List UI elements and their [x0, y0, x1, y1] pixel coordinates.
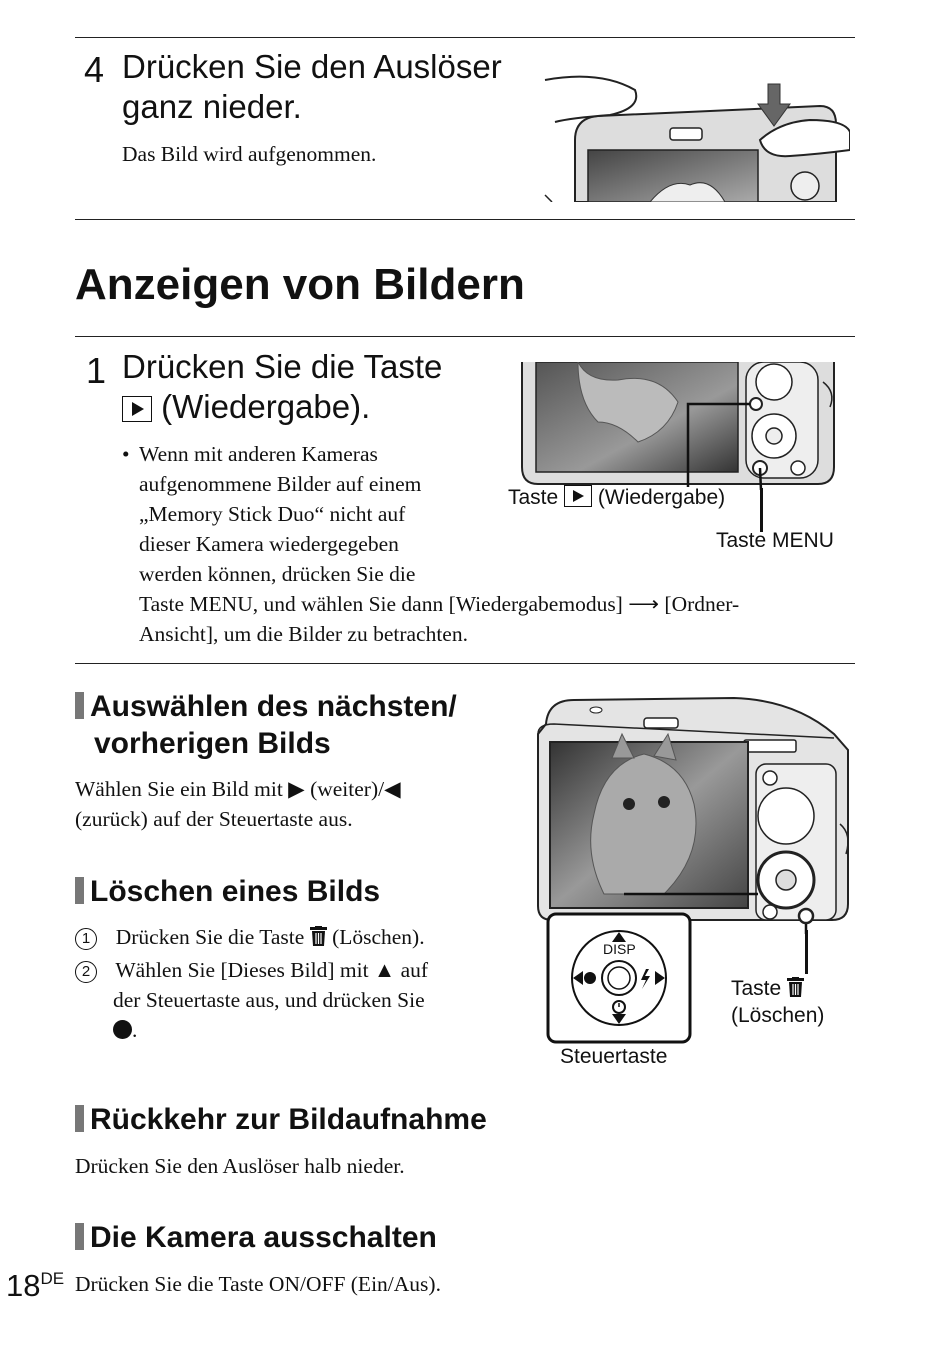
delete-heading [75, 873, 380, 910]
page-number [6, 1262, 64, 1303]
delete-button-callout-suffix: (Löschen) [731, 1004, 825, 1027]
heading-bar [75, 692, 84, 719]
step-4-body: Das Bild wird aufgenommen. [122, 142, 377, 166]
item-number: 2 [75, 961, 97, 983]
note-line: aufgenommene Bilder auf einem [139, 472, 422, 496]
delete-item-2-end: . [132, 1018, 138, 1042]
delete-heading-text: Löschen eines Bilds [90, 875, 381, 908]
step-1-bullet: • [122, 442, 130, 466]
page-number-value: 18 [6, 1268, 41, 1303]
callout-play-suffix: (Wiedergabe) [597, 486, 726, 509]
return-heading [75, 1101, 487, 1138]
delete-item-2-line3 [75, 1015, 495, 1045]
item-number: 1 [75, 928, 97, 950]
select-heading [75, 688, 525, 762]
menu-callout-line [760, 488, 763, 532]
callout-menu-button: Taste MENU [716, 529, 834, 552]
step-4-bottom-rule [75, 219, 855, 220]
note-line: Ansicht], um die Bilder zu betrachten. [139, 622, 468, 646]
return-body: Drücken Sie den Auslöser halb nieder. [75, 1154, 405, 1178]
step-1-number: 1 [86, 350, 107, 391]
delete-button-callout [731, 975, 824, 1029]
heading-bar [75, 877, 84, 904]
step-1-heading-line1: Drücken Sie die Taste [122, 348, 443, 385]
delete-button-callout-line1 [731, 975, 824, 1002]
select-heading-text1: Auswählen des nächsten/ [90, 690, 457, 723]
delete-item-2 [75, 955, 495, 1045]
center-button-icon [113, 1020, 132, 1039]
section-title: Anzeigen von Bildern [75, 260, 525, 309]
step-1-heading [122, 347, 502, 427]
select-body-line1: Wählen Sie ein Bild mit ▶ (weiter)/◀ [75, 777, 401, 801]
delete-item-2-line2: der Steuertaste aus, und drücken Sie [113, 988, 425, 1012]
delete-callout-line [805, 930, 808, 974]
trash-icon [787, 977, 804, 997]
disp-label: DISP [603, 941, 636, 957]
trash-icon [310, 926, 327, 946]
step-1-heading-line2 [122, 387, 502, 427]
delete-item-1-suffix: (Löschen). [332, 925, 425, 949]
note-line: Taste MENU, und wählen Sie dann [Wiedergabemodus] ⟶ [Ordner- [139, 592, 740, 616]
play-icon [122, 396, 152, 422]
play-icon [564, 485, 592, 507]
callout-play-prefix: Taste [508, 486, 559, 509]
camera-control-illustration [534, 694, 854, 934]
step-4-heading: Drücken Sie den Auslöser ganz nieder. [122, 48, 502, 125]
note-line: werden können, drücken Sie die [139, 562, 416, 586]
note-line: Wenn mit anderen Kameras [139, 442, 378, 466]
step-1-heading-suffix: (Wiedergabe). [161, 388, 371, 425]
delete-item-1 [75, 922, 425, 952]
select-body-line2: (zurück) auf der Steuertaste aus. [75, 807, 353, 831]
return-heading-text: Rückkehr zur Bildaufnahme [90, 1103, 487, 1136]
top-rule [75, 37, 855, 38]
select-heading-line2: vorherigen Bilds [94, 727, 331, 760]
camera-back-illustration [518, 362, 840, 490]
power-heading [75, 1219, 437, 1256]
power-heading-text: Die Kamera ausschalten [90, 1221, 437, 1254]
control-button-diagram [546, 912, 694, 1046]
delete-item-2-line1 [75, 955, 495, 985]
heading-bar [75, 1105, 84, 1132]
note-line: „Memory Stick Duo“ nicht auf [139, 502, 406, 526]
control-button-label: Steuertaste [560, 1045, 668, 1068]
delete-button-callout-prefix: Taste [731, 977, 782, 1000]
select-body [75, 774, 401, 834]
select-heading-line1 [75, 688, 525, 725]
power-body: Drücken Sie die Taste ON/OFF (Ein/Aus). [75, 1272, 441, 1296]
note-line: dieser Kamera wiedergegeben [139, 532, 399, 556]
heading-bar [75, 1223, 84, 1250]
section-rule [75, 336, 855, 337]
callout-play-button [508, 484, 725, 511]
delete-item-1-prefix: Drücken Sie die Taste [115, 925, 305, 949]
camera-shutter-illustration [540, 70, 850, 202]
step-4-number: 4 [84, 49, 105, 90]
page-language: DE [40, 1269, 65, 1288]
step-1-bottom-rule [75, 663, 855, 664]
delete-item-2-text1: Wählen Sie [Dieses Bild] mit ▲ auf [115, 958, 429, 982]
